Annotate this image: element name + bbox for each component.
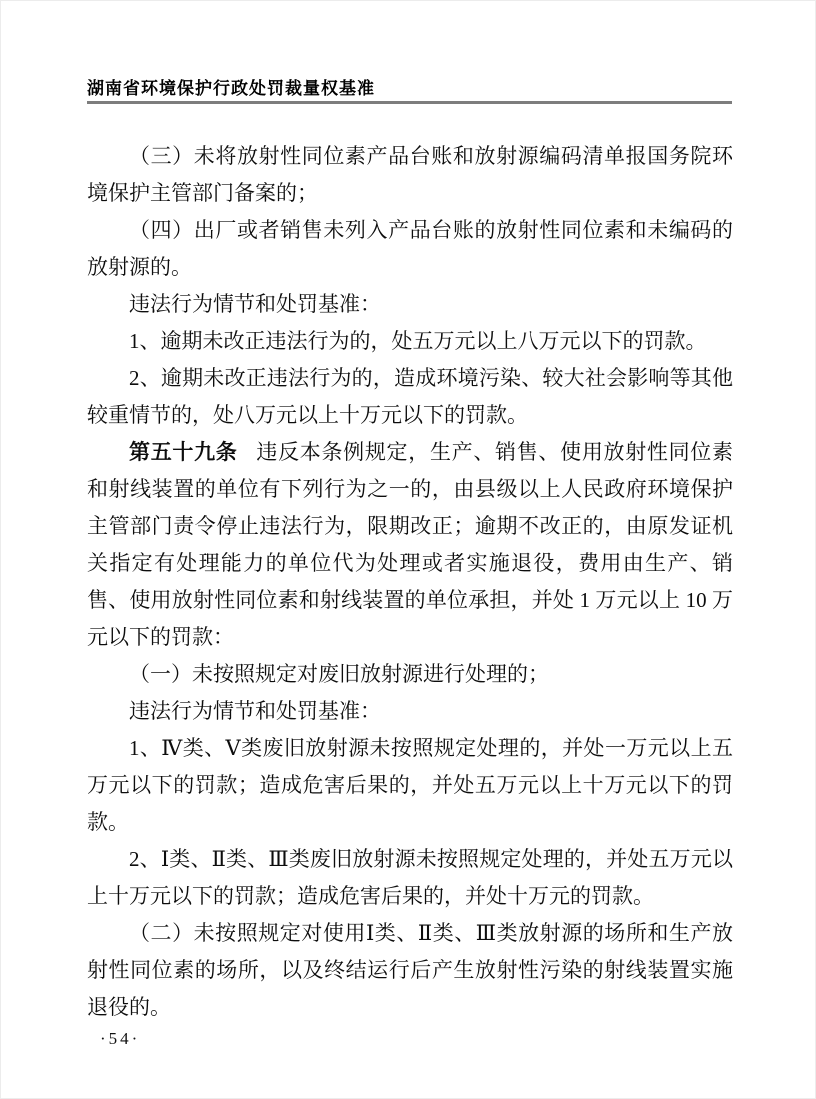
document-body	[87, 138, 733, 1026]
paragraph-penalty-2	[87, 360, 733, 434]
paragraph-penalty-3	[87, 730, 733, 841]
paragraph-text: （四）出厂或者销售未列入产品台账的放射性同位素和未编码的放射源的。	[87, 218, 733, 279]
paragraph-text: 违法行为情节和处罚基准：	[129, 292, 381, 316]
paragraph-text: （一）未按照规定对废旧放射源进行处理的；	[129, 662, 549, 686]
article-number: 第五十九条	[129, 440, 238, 464]
paragraph-text: 2、Ⅰ类、Ⅱ类、Ⅲ类废旧放射源未按照规定处理的，并处五万元以上十万元以下的罚款；造成危害后果的，并处十万元的罚款。	[87, 847, 733, 908]
header-divider	[87, 101, 732, 104]
paragraph-text: 1、逾期未改正违法行为的，处五万元以上八万元以下的罚款。	[129, 329, 707, 353]
paragraph-penalty-heading-2	[87, 693, 733, 730]
page-header-title: 湖南省环境保护行政处罚裁量权基准	[87, 79, 375, 98]
paragraph-penalty-heading	[87, 286, 733, 323]
paragraph-item-4	[87, 212, 733, 286]
paragraph-text: （三）未将放射性同位素产品台账和放射源编码清单报国务院环境保护主管部门备案的；	[87, 144, 733, 205]
page-number: ·54·	[100, 1029, 141, 1048]
paragraph-item-3	[87, 138, 733, 212]
paragraph-penalty-4	[87, 841, 733, 915]
paragraph-text: 违法行为情节和处罚基准：	[129, 699, 381, 723]
paragraph-item-1	[87, 656, 733, 693]
paragraph-item-2	[87, 915, 733, 1026]
paragraph-penalty-1	[87, 323, 733, 360]
article-text: 违反本条例规定，生产、销售、使用放射性同位素和射线装置的单位有下列行为之一的，由县级以上人民政府环境保护主管部门责令停止违法行为，限期改正；逾期不改正的，由原发证机关指定有处理能力的单位代为处理或者实施退役，费用由生产、销售、使用放射性同位素和射线装置的单位承担，并处 1 万元以上 10 万元以下的罚款：	[87, 440, 733, 649]
paragraph-text: 1、Ⅳ类、Ⅴ类废旧放射源未按照规定处理的，并处一万元以上五万元以下的罚款；造成危害后果的，并处五万元以上十万元以下的罚款。	[87, 736, 733, 834]
paragraph-text: 2、逾期未改正违法行为的，造成环境污染、较大社会影响等其他较重情节的，处八万元以上十万元以下的罚款。	[87, 366, 733, 427]
paragraph-text: （二）未按照规定对使用Ⅰ类、Ⅱ类、Ⅲ类放射源的场所和生产放射性同位素的场所，以及终结运行后产生放射性污染的射线装置实施退役的。	[87, 921, 733, 1019]
paragraph-article-59	[87, 434, 733, 656]
